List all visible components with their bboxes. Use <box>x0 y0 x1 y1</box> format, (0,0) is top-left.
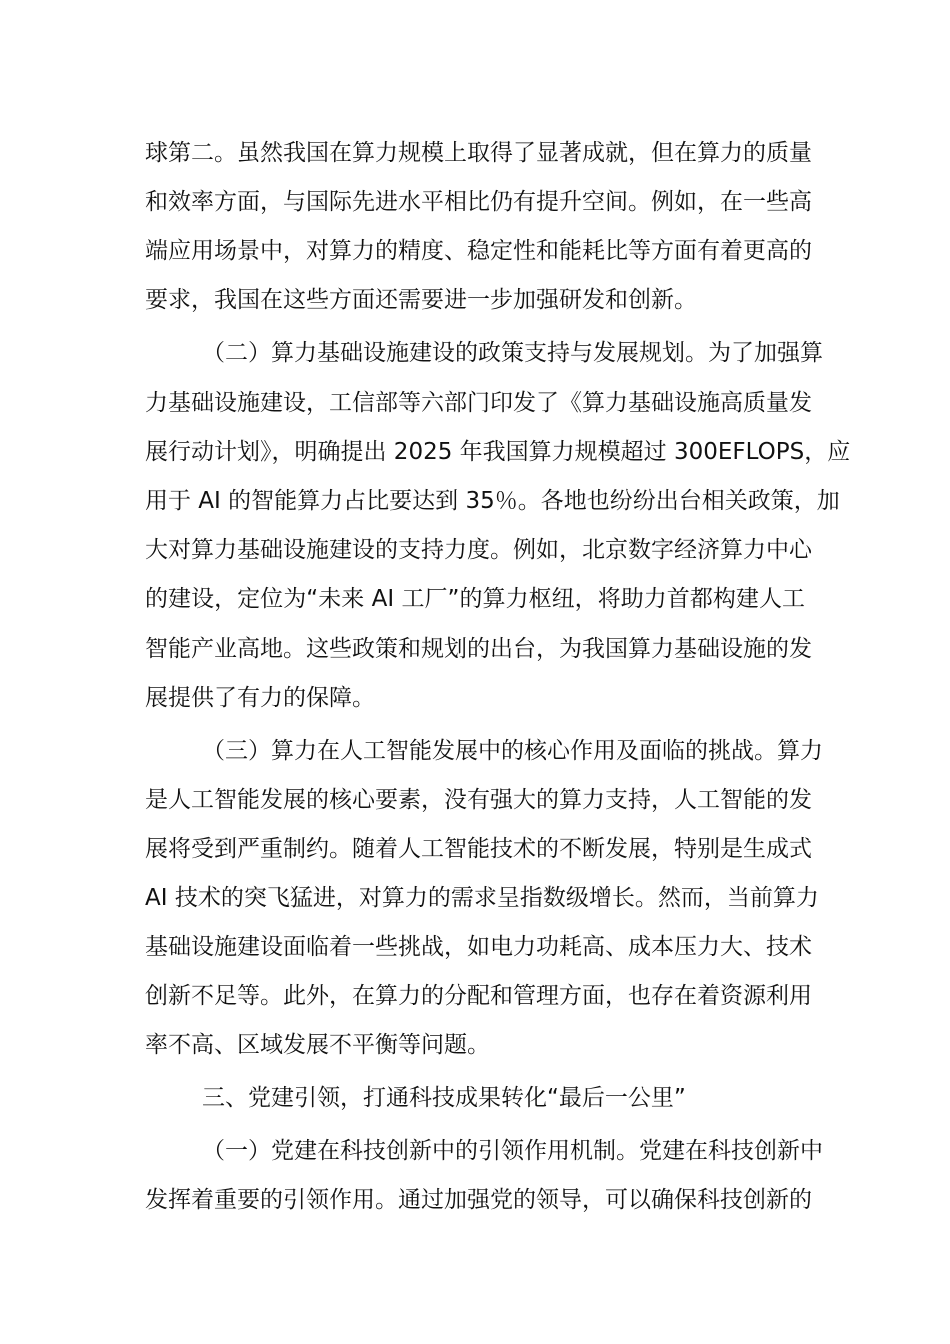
paragraph-line: 发挥着重要的引领作用。通过加强党的领导，可以确保科技创新的 <box>145 1187 812 1213</box>
section-heading-line: （三）算力在人工智能发展中的核心作用及面临的挑战。算力 <box>202 738 823 764</box>
paragraph-line: 展提供了有力的保障。 <box>145 685 375 711</box>
paragraph-line: 和效率方面，与国际先进水平相比仍有提升空间。例如，在一些高 <box>145 189 812 215</box>
paragraph-line: 是人工智能发展的核心要素，没有强大的算力支持，人工智能的发 <box>145 787 812 813</box>
paragraph-line: 创新不足等。此外，在算力的分配和管理方面，也存在着资源利用 <box>145 983 812 1009</box>
paragraph-line: 智能产业高地。这些政策和规划的出台，为我国算力基础设施的发 <box>145 636 812 662</box>
paragraph-line: 球第二。虽然我国在算力规模上取得了显著成就，但在算力的质量 <box>145 140 812 166</box>
paragraph-line: 力基础设施建设，工信部等六部门印发了《算力基础设施高质量发 <box>145 390 812 416</box>
paragraph-line: 用于 AI 的智能算力占比要达到 35％。各地也纷纷出台相关政策，加 <box>145 488 840 514</box>
paragraph-line: AI 技术的突飞猛进，对算力的需求呈指数级增长。然而，当前算力 <box>145 885 819 911</box>
paragraph-line: 基础设施建设面临着一些挑战，如电力功耗高、成本压力大、技术 <box>145 934 812 960</box>
paragraph-line: 端应用场景中，对算力的精度、稳定性和能耗比等方面有着更高的 <box>145 238 812 264</box>
paragraph-line: 要求，我国在这些方面还需要进一步加强研发和创新。 <box>145 287 697 313</box>
section-heading-line: （一）党建在科技创新中的引领作用机制。党建在科技创新中 <box>202 1138 823 1164</box>
paragraph-line: 的建设，定位为“未来 AI 工厂”的算力枢纽，将助力首都构建人工 <box>145 586 805 612</box>
paragraph-line: 大对算力基础设施建设的支持力度。例如，北京数字经济算力中心 <box>145 537 812 563</box>
paragraph-line: 率不高、区域发展不平衡等问题。 <box>145 1032 490 1058</box>
chapter-heading: 三、党建引领，打通科技成果转化“最后一公里” <box>202 1085 686 1111</box>
paragraph-line: 展将受到严重制约。随着人工智能技术的不断发展，特别是生成式 <box>145 836 812 862</box>
paragraph-line: 展行动计划》，明确提出 2025 年我国算力规模超过 300EFLOPS，应 <box>145 439 851 465</box>
section-heading-line: （二）算力基础设施建设的政策支持与发展规划。为了加强算 <box>202 340 823 366</box>
